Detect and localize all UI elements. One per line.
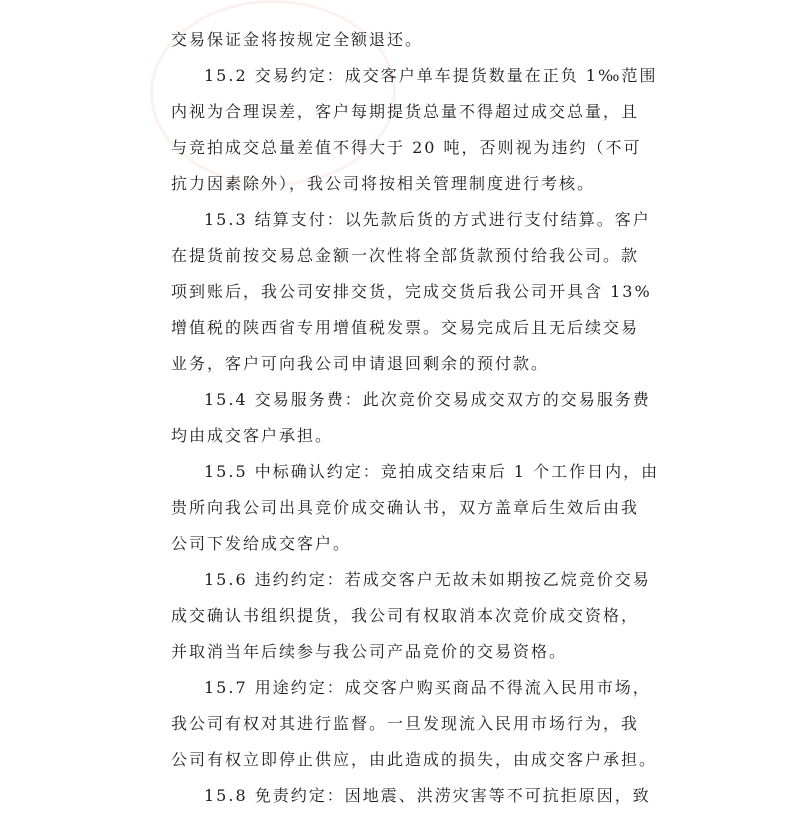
clause-15-6-line: 15.6 违约约定：若成交客户无故未如期按乙烷竞价交易 [204, 570, 651, 589]
text-line: 贵所向我公司出具竞价成交确认书，双方盖章后生效后由我 [171, 498, 640, 517]
clause-15-4-line: 15.4 交易服务费：此次竞价交易成交双方的交易服务费 [204, 390, 651, 409]
clause-15-3-line: 15.3 结算支付：以先款后货的方式进行支付结算。客户 [204, 210, 651, 229]
text-line: 公司有权立即停止供应，由此造成的损失，由成交客户承担。 [171, 750, 658, 769]
text-line: 与竞拍成交总量差值不得大于 20 吨，否则视为违约（不可 [171, 138, 642, 157]
clause-15-8-line: 15.8 免责约定：因地震、洪涝灾害等不可抗拒原因，致 [204, 786, 651, 805]
text-line: 公司下发给成交客户。 [171, 534, 352, 553]
clause-15-2-line: 15.2 交易约定：成交客户单车提货数量在正负 1‰范围 [204, 66, 658, 85]
document-page [171, 22, 660, 814]
text-line: 均由成交客户承担。 [171, 426, 334, 445]
text-line: 在提货前按交易总金额一次性将全部货款预付给我公司。款 [171, 246, 640, 265]
text-line: 增值税的陕西省专用增值税发票。交易完成后且无后续交易 [171, 318, 640, 337]
text-line: 并取消当年后续参与我公司产品竞价的交易资格。 [171, 642, 568, 661]
text-line: 内视为合理误差，客户每期提货总量不得超过成交总量，且 [171, 102, 640, 121]
text-line: 我公司有权对其进行监督。一旦发现流入民用市场行为，我 [171, 714, 640, 733]
text-line: 成交确认书组织提货，我公司有权取消本次竞价成交资格， [171, 606, 640, 625]
text-line: 抗力因素除外），我公司将按相关管理制度进行考核。 [171, 174, 596, 193]
text-line: 项到账后，我公司安排交货，完成交货后我公司开具含 13% [171, 282, 652, 301]
text-line: 交易保证金将按规定全额退还。 [171, 30, 424, 49]
clause-15-5-line: 15.5 中标确认约定：竞拍成交结束后 1 个工作日内，由 [204, 462, 660, 481]
clause-15-7-line: 15.7 用途约定：成交客户购买商品不得流入民用市场， [204, 678, 651, 697]
text-line: 业务，客户可向我公司申请退回剩余的预付款。 [171, 354, 550, 373]
